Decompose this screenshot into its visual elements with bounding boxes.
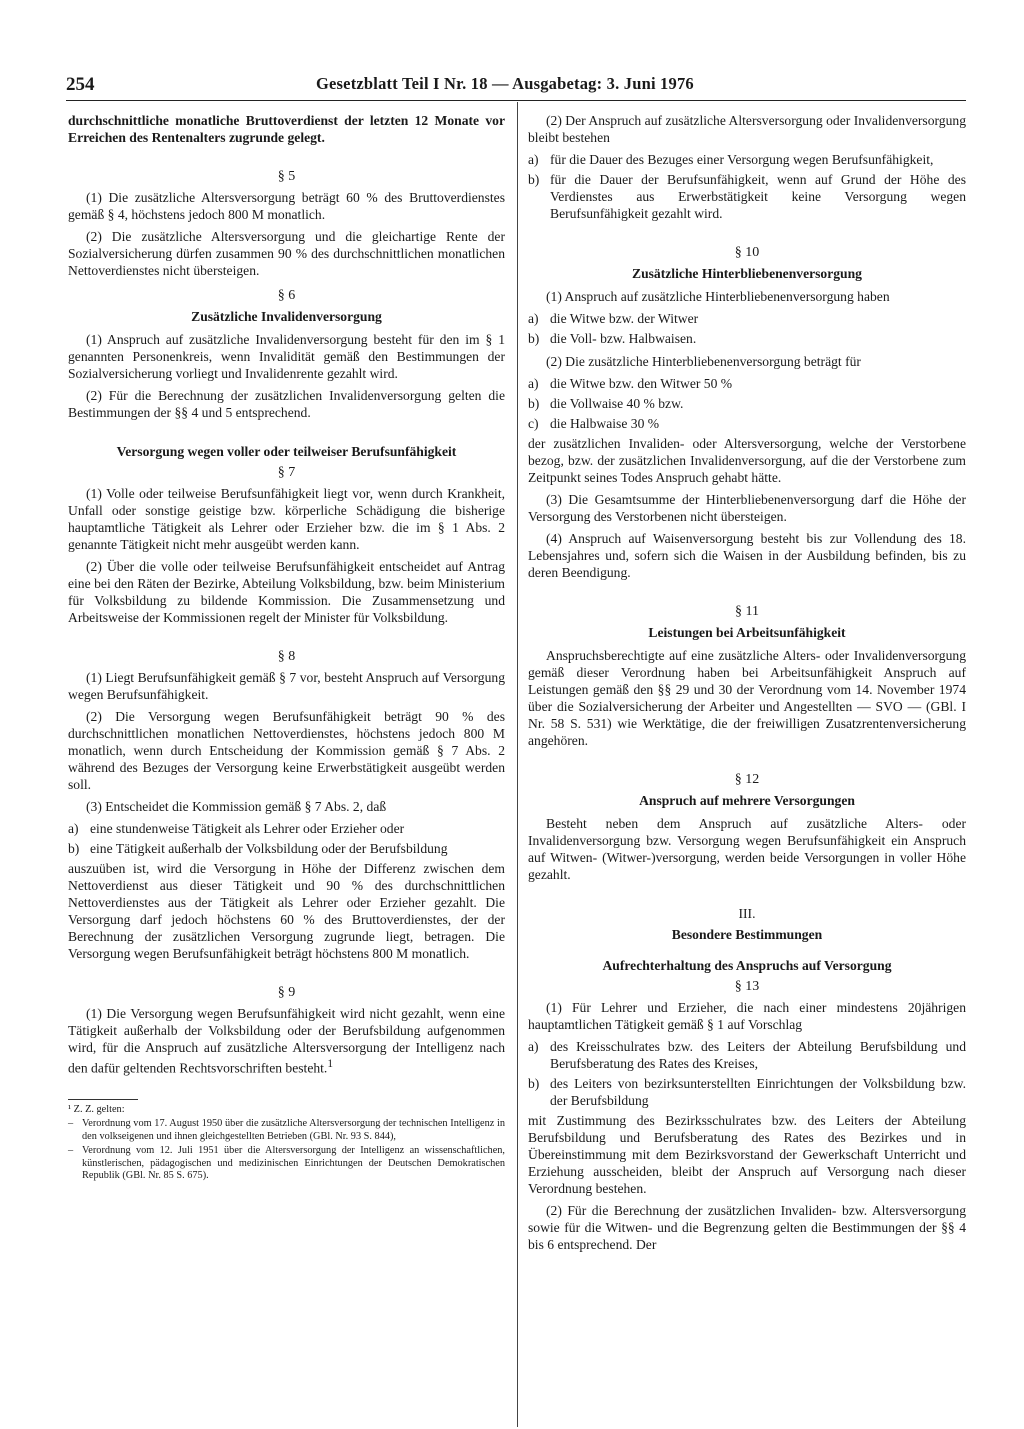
page-title: Gesetzblatt Teil I Nr. 18 — Ausgabetag: 3. Juni 1976	[316, 74, 694, 93]
s8-paragraph-2: (2) Die Versorgung wegen Berufsunfähigkeit beträgt 90 % des durchschnittlichen monatlichen Nettoverdienstes, höchstens jedoch 800 M monatlich, wenn durch Entscheidung der Kommission gemäß § 7 Abs. 2 während des Bezuges der Versorgung keine Erwerbstätigkeit ausgeübt werden soll.	[68, 709, 505, 792]
s13-list-item-a	[528, 1038, 966, 1072]
footnote-text: Verordnung vom 12. Juli 1951 über die Altersversorgung der Intelligenz an wissenschaftlichen, künstlerischen, pädagogischen und medizinischen Einrichtungen der Deutschen Demokratischen Republik (GBl. Nr. 85 S. 675).	[82, 1145, 505, 1182]
list-label: b)	[528, 331, 540, 346]
s10-p1-item-a	[528, 310, 966, 327]
footnote-dash: –	[68, 1145, 74, 1157]
section-12-title: Anspruch auf mehrere Versorgungen	[639, 793, 855, 808]
section-11-label: § 11	[735, 604, 759, 619]
s7-paragraph-1: (1) Volle oder teilweise Berufsunfähigkeit liegt vor, wenn durch Krankheit, Unfall oder sonstige geistige bzw. körperliche Schädigung die bisherige hauptamtliche Tätigkeit als Lehrer oder Erzieher bzw. die im § 1 Abs. 2 genannte Tätigkeit nicht mehr ausgeübt werden kann.	[68, 486, 505, 552]
list-label: a)	[528, 311, 539, 326]
section-10-label: § 10	[734, 245, 760, 260]
section-7-label: § 7	[277, 465, 296, 480]
list-text: für die Dauer des Bezuges einer Versorgung wegen Berufsunfähigkeit,	[550, 152, 934, 167]
list-text: die Witwe bzw. der Witwer	[550, 311, 699, 326]
s10-p1-item-b	[528, 330, 966, 347]
s13-list-item-b	[528, 1075, 966, 1109]
list-label: b)	[68, 841, 80, 856]
s10-paragraph-1: (1) Anspruch auf zusätzliche Hinterbliebenenversorgung haben	[546, 289, 890, 304]
section-6-title: Zusätzliche Invalidenversorgung	[191, 309, 382, 324]
column-divider	[517, 102, 518, 1427]
footnote-marker: 1	[327, 1058, 333, 1070]
s5-paragraph-1: (1) Die zusätzliche Altersversorgung beträgt 60 % des Bruttoverdienstes gemäß § 4, höchstens jedoch 800 M monatlich.	[68, 190, 505, 222]
list-text: die Vollwaise 40 % bzw.	[550, 396, 684, 411]
s11-paragraph-1: Anspruchsberechtigte auf eine zusätzliche Alters- oder Invalidenversorgung gemäß dieser Verordnung haben bei Arbeitsunfähigkeit Anspruch auf Leistungen gemäß den §§ 29 und 30 der Verordnung vom 14. November 1974 über die Sozialversicherung der Arbeiter und Angestellten — SVO — (GBl. I Nr. 58 S. 531) wie Werktätige, die der freiwilligen Zusatzrentenversicherung angehören.	[528, 648, 966, 748]
part-title: Besondere Bestimmungen	[671, 927, 823, 942]
list-label: b)	[528, 396, 540, 411]
section-10-title: Zusätzliche Hinterbliebenenversorgung	[632, 266, 862, 281]
list-label: a)	[528, 1039, 539, 1054]
list-text: die Witwe bzw. den Witwer 50 %	[550, 376, 733, 391]
s10-paragraph-2: (2) Die zusätzliche Hinterbliebenenversorgung beträgt für	[546, 354, 861, 369]
s10-p2-item-a	[528, 375, 966, 392]
s10-paragraph-3: (3) Die Gesamtsumme der Hinterbliebenenversorgung darf die Höhe der Versorgung des Verstorbenen nicht übersteigen.	[528, 492, 966, 524]
s8-paragraph-1: (1) Liegt Berufsunfähigkeit gemäß § 7 vor, besteht Anspruch auf Versorgung wegen Berufsunfähigkeit.	[68, 670, 505, 702]
list-text: die Halbwaise 30 %	[550, 416, 660, 431]
section-6-label: § 6	[277, 288, 296, 303]
s9-paragraph-1	[68, 1005, 505, 1077]
section-7-heading: Versorgung wegen voller oder teilweiser Berufsunfähigkeit	[116, 444, 457, 459]
s13-paragraph-1: (1) Für Lehrer und Erzieher, die nach einer mindestens 20jährigen hauptamtlichen Tätigkeit gemäß § 1 auf Vorschlag	[528, 1000, 966, 1032]
s9-list-item-b	[528, 171, 966, 222]
s10-paragraph-2-tail: der zusätzlichen Invaliden- oder Altersversorgung, welche der Verstorbene bezog, bzw. der zusätzlichen Invalidenversorgung, auf die der Verstorbene zum Zeitpunkt seines Todes Anspruch gehabt hätte.	[528, 436, 966, 485]
intro-paragraph: durchschnittliche monatliche Bruttoverdienst der letzten 12 Monate vor Erreichen des Rentenalters zugrunde gelegt.	[68, 113, 505, 145]
right-column	[528, 112, 966, 1258]
s12-paragraph-1: Besteht neben dem Anspruch auf zusätzliche Alters- oder Invalidenversorgung bzw. Versorgung wegen Berufsunfähigkeit ein Anspruch auf Witwen- (Witwer-)versorgung, werden beide Versorgungen in voller Höhe gezahlt.	[528, 816, 966, 882]
s10-p2-item-c	[528, 415, 966, 432]
s13-paragraph-2: (2) Für die Berechnung der zusätzlichen Invaliden- bzw. Altersversorgung sowie für die Witwen- und die Begrenzung gelten die Bestimmungen der §§ 4 bis 6 entsprechend. Der	[528, 1203, 966, 1252]
s8-paragraph-3: (3) Entscheidet die Kommission gemäß § 7 Abs. 2, daß	[86, 799, 387, 814]
section-12-label: § 12	[734, 772, 760, 787]
list-text: für die Dauer der Berufsunfähigkeit, wenn auf Grund der Höhe des Verdienstes aus Erwerbstätigkeit keine Versorgung wegen Berufsunfähigkeit gezahlt wird.	[550, 172, 966, 221]
footnote-dash: –	[68, 1118, 74, 1130]
s7-paragraph-2: (2) Über die volle oder teilweise Berufsunfähigkeit entscheidet auf Antrag eine bei den Räten der Bezirke, Abteilung Volksbildung, bzw. beim Ministerium für Volksbildung zu bildende Kommission. Die Zusammensetzung und Arbeitsweise der Kommissionen regelt der Minister für Volksbildung.	[68, 559, 505, 625]
part-label: III.	[738, 906, 756, 921]
section-8-label: § 8	[277, 649, 296, 664]
list-text: des Kreisschulrates bzw. des Leiters der Abteilung Berufsbildung und Berufsberatung des Rates des Kreises,	[550, 1039, 966, 1071]
list-text: die Voll- bzw. Halbwaisen.	[550, 331, 697, 346]
section-13-label: § 13	[734, 979, 760, 994]
footnote-item-2	[68, 1145, 505, 1183]
footnote-rule	[68, 1099, 138, 1100]
s10-p2-item-b	[528, 395, 966, 412]
s9-paragraph-2: (2) Der Anspruch auf zusätzliche Altersversorgung oder Invalidenversorgung bleibt bestehen	[528, 113, 966, 145]
list-text: eine Tätigkeit außerhalb der Volksbildung oder der Berufsbildung	[90, 841, 448, 856]
s8-paragraph-4: auszuüben ist, wird die Versorgung in Höhe der Differenz zwischen dem Nettoverdienst aus dieser Tätigkeit und 90 % des durchschnittlichen Nettoverdienstes aus der Tätigkeit als Lehrer oder Erzieher gezahlt. Die Versorgung darf jedoch höchstens 60 % des Bruttoverdienstes, der der Berechnung der zusätzlichen Versorgung zugrunde liegt, betragen. Die Versorgung wegen Berufsunfähigkeit beträgt höchstens 800 M monatlich.	[68, 861, 505, 961]
list-label: c)	[528, 416, 539, 431]
section-11-title: Leistungen bei Arbeitsunfähigkeit	[648, 625, 846, 640]
page-number: 254	[66, 74, 95, 95]
s10-paragraph-4: (4) Anspruch auf Waisenversorgung besteht bis zur Vollendung des 18. Lebensjahres und, sofern sich die Waisen in der Ausbildung befinden, bis zu deren Beendigung.	[528, 531, 966, 580]
footnote-item-1	[68, 1118, 505, 1143]
left-column	[68, 112, 505, 1185]
list-text: des Leiters von bezirksunterstellten Einrichtungen der Volksbildung bzw. der Berufsbildung	[550, 1076, 966, 1108]
s6-paragraph-2: (2) Für die Berechnung der zusätzlichen Invalidenversorgung gelten die Bestimmungen der §§ 4 und 5 entsprechend.	[68, 388, 505, 420]
s8-list-item-a	[68, 820, 505, 837]
list-label: a)	[528, 152, 539, 167]
section-13-heading: Aufrechterhaltung des Anspruchs auf Versorgung	[602, 958, 892, 973]
page-header	[66, 72, 966, 98]
s9-paragraph-1-text: (1) Die Versorgung wegen Berufsunfähigkeit wird nicht gezahlt, wenn eine Tätigkeit außerhalb der Volksbildung oder der Berufsbildung aufgenommen wird, für die Anspruch auf zusätzliche Altersversorgung der Intelligenz nach den dafür geltenden Rechtsvorschriften besteht.	[68, 1006, 505, 1076]
s5-paragraph-2: (2) Die zusätzliche Altersversorgung und die gleichartige Rente der Sozialversicherung dürfen zusammen 90 % des durchschnittlichen monatlichen Nettoverdienstes nicht übersteigen.	[68, 229, 505, 278]
list-label: a)	[68, 821, 79, 836]
section-9-label: § 9	[277, 985, 296, 1000]
list-label: b)	[528, 172, 540, 187]
s13-paragraph-1-tail: mit Zustimmung des Bezirksschulrates bzw. des Leiters der Abteilung Berufsbildung und Berufsberatung des Rates des Bezirkes und in Übereinstimmung mit dem Bezirksvorstand der Gewerkschaft Unterricht und Erziehung ausscheiden, bleibt der Anspruch auf Versorgung nach dieser Verordnung bestehen.	[528, 1113, 966, 1196]
header-rule	[66, 100, 966, 101]
footnotes	[68, 1104, 505, 1183]
section-5-label: § 5	[277, 169, 296, 184]
list-text: eine stundenweise Tätigkeit als Lehrer oder Erzieher oder	[90, 821, 405, 836]
s8-list-item-b	[68, 840, 505, 857]
s9-list-item-a	[528, 151, 966, 168]
footnote-text: Verordnung vom 17. August 1950 über die zusätzliche Altersversorgung der technischen Intelligenz in den volkseigenen und ihnen gleichgestellten Betrieben (GBl. Nr. 93 S. 844),	[82, 1118, 505, 1142]
footnote-intro: ¹ Z. Z. gelten:	[68, 1103, 125, 1115]
s6-paragraph-1: (1) Anspruch auf zusätzliche Invalidenversorgung besteht für den im § 1 genannten Personenkreis, wenn Invalidität gemäß den Bestimmungen der Sozialversicherung vorliegt und Invalidenrente gezahlt wird.	[68, 332, 505, 381]
list-label: b)	[528, 1076, 540, 1091]
list-label: a)	[528, 376, 539, 391]
